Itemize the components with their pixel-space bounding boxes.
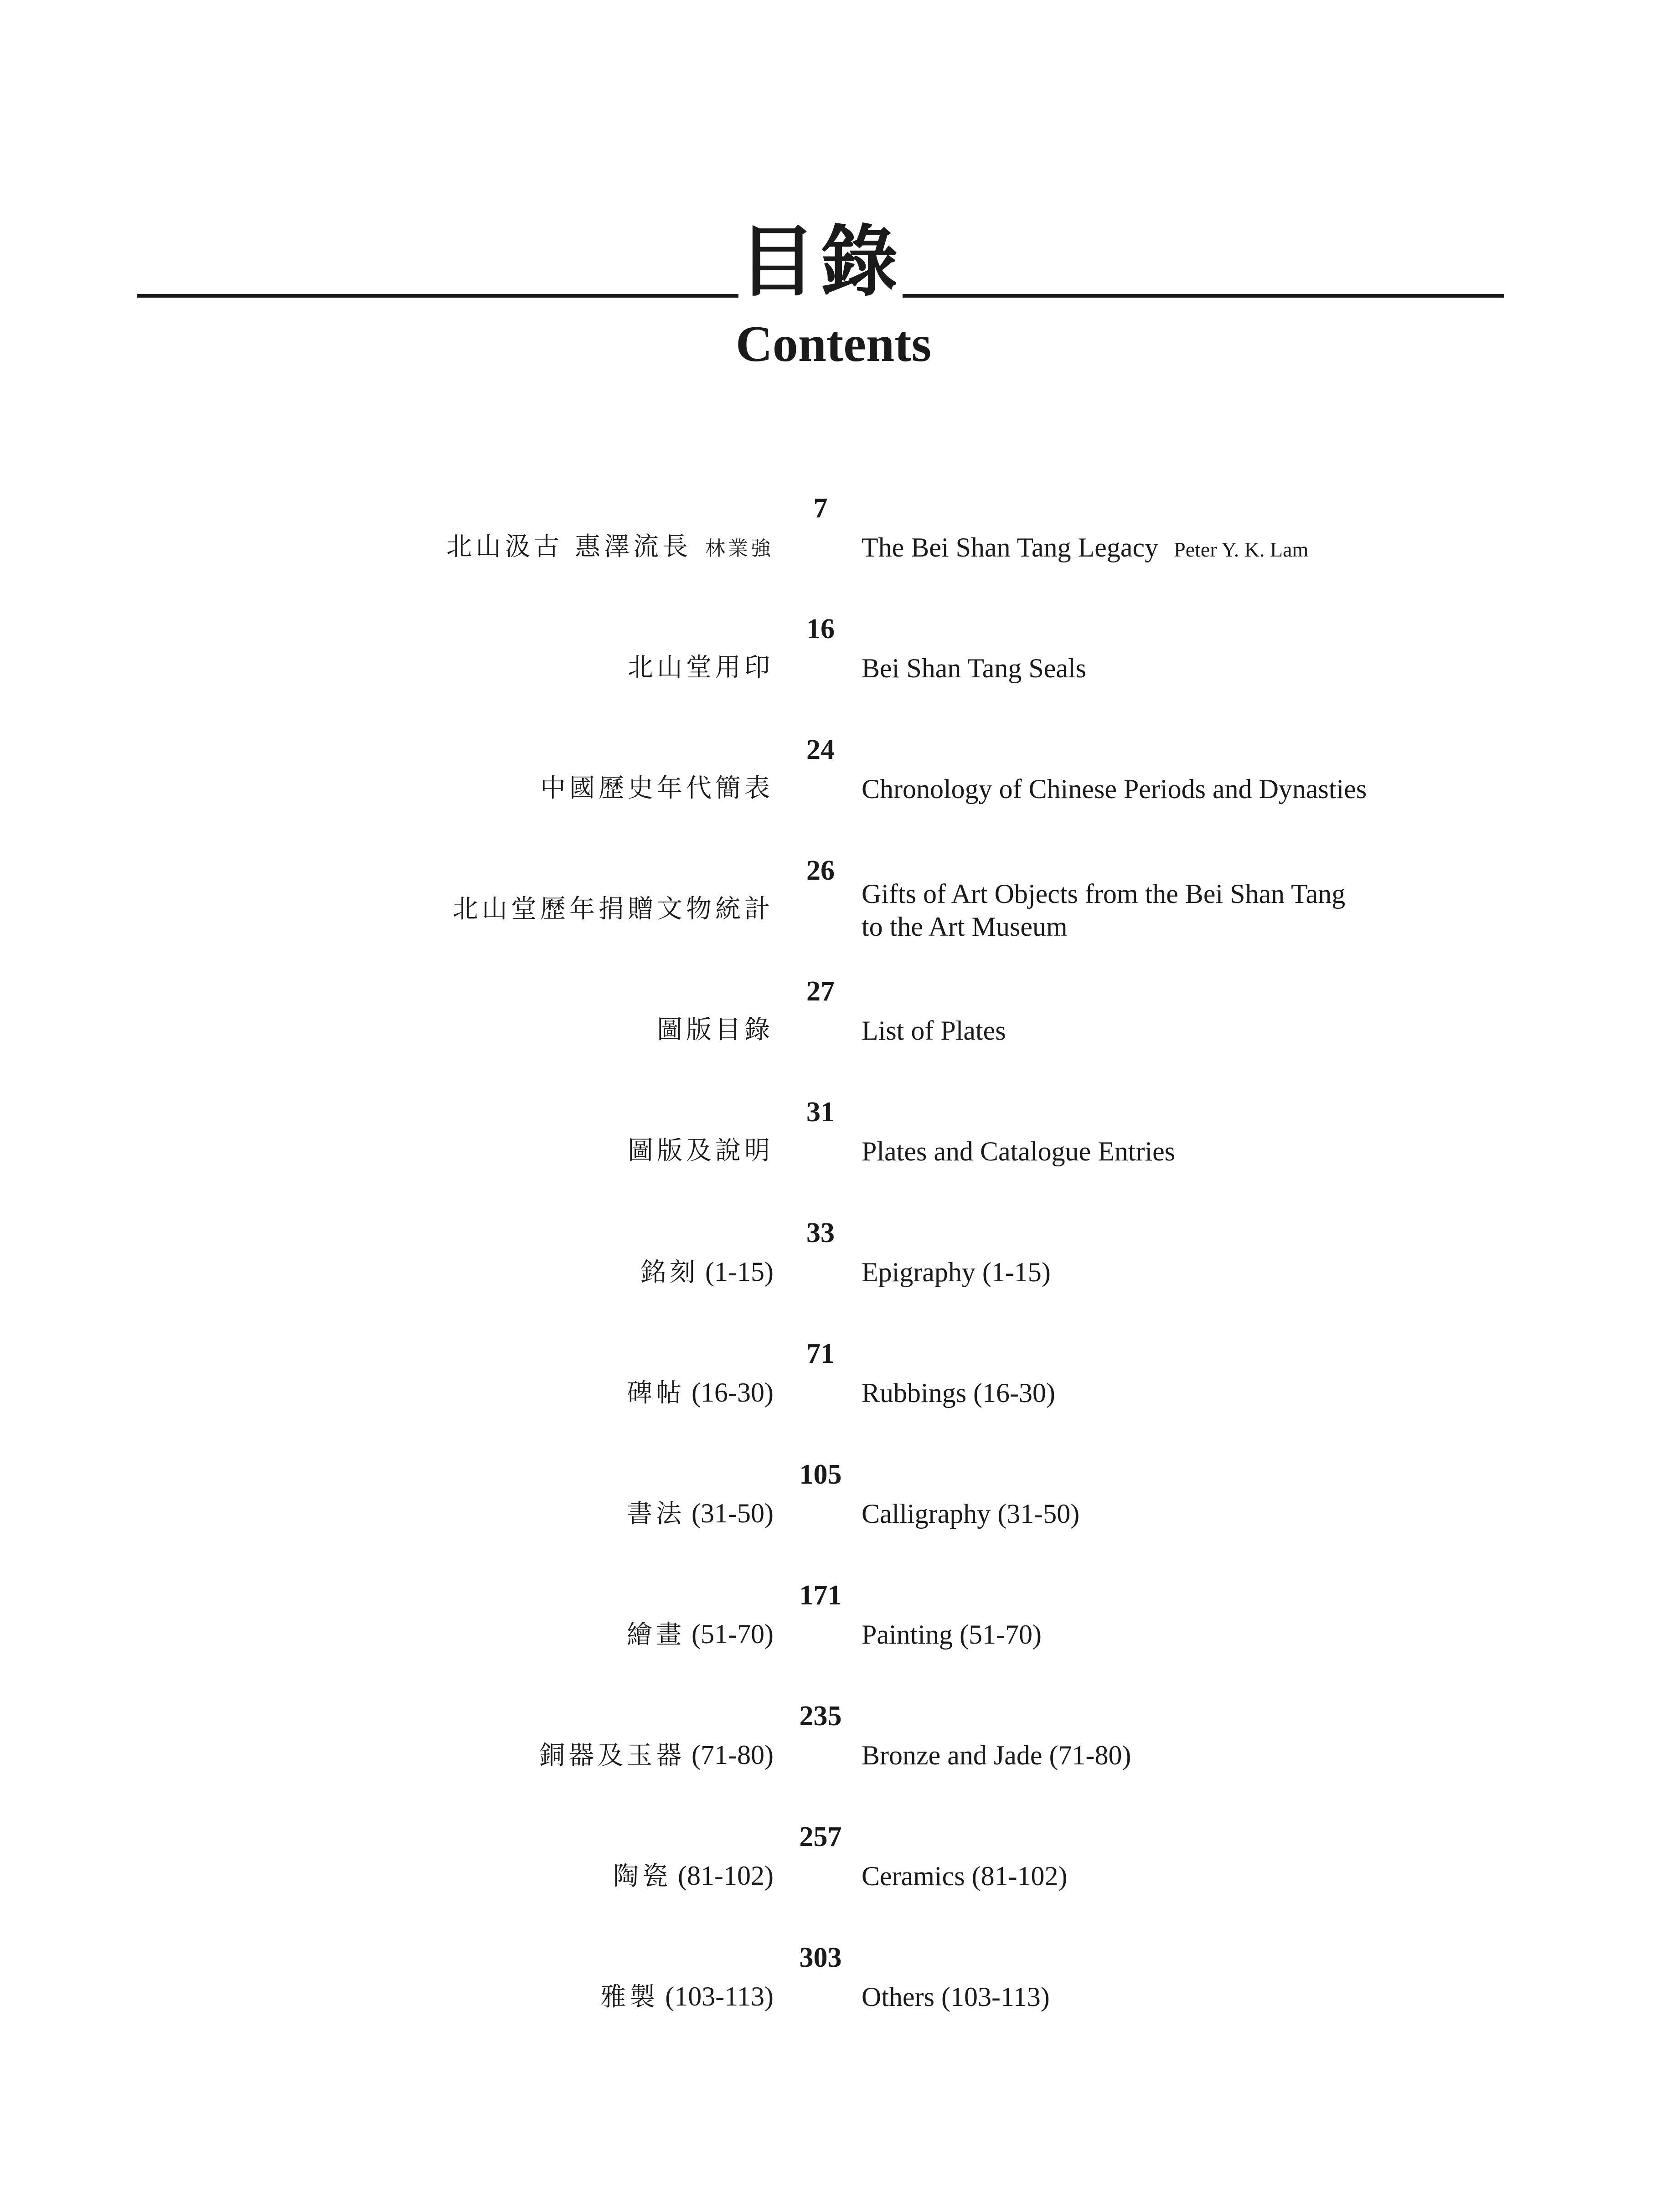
english-heading: [862, 877, 1345, 943]
toc-entry-gifts[interactable]: [0, 855, 1667, 975]
table-of-contents: [0, 492, 1667, 2062]
chinese-heading: [627, 1618, 774, 1651]
page-number: 235: [799, 1701, 842, 1732]
page-number: 33: [806, 1217, 835, 1248]
chinese-title: 雅製: [600, 1982, 659, 2012]
chinese-heading: [539, 1739, 774, 1772]
plate-range: (51-70): [692, 1619, 774, 1649]
english-heading: Plates and Catalogue Entries: [862, 1136, 1176, 1166]
chinese-heading: [627, 1497, 774, 1530]
english-heading: Bronze and Jade (71-80): [862, 1740, 1131, 1770]
page-number: 71: [806, 1338, 835, 1369]
toc-entry-bronze-jade[interactable]: [0, 1700, 1667, 1821]
english-heading: Calligraphy (31-50): [862, 1499, 1080, 1529]
chinese-title: 銅器及玉器: [539, 1741, 686, 1770]
page-number: 257: [799, 1821, 842, 1852]
page-number: 7: [813, 493, 828, 524]
title-rule-left: [137, 294, 738, 298]
chinese-heading: [627, 1377, 774, 1409]
page-number: 303: [799, 1942, 842, 1973]
toc-entry-rubbings[interactable]: [0, 1338, 1667, 1459]
toc-entry-calligraphy[interactable]: [0, 1459, 1667, 1579]
english-heading: List of Plates: [862, 1016, 1006, 1046]
plate-range: (1-15): [705, 1257, 774, 1287]
english-heading: [862, 531, 1308, 566]
page-number: 105: [799, 1459, 842, 1490]
toc-entry-chronology[interactable]: [0, 734, 1667, 855]
page-number: 171: [799, 1580, 842, 1611]
toc-entry-ceramics[interactable]: [0, 1821, 1667, 1942]
chinese-heading: [613, 1860, 774, 1892]
english-heading: Epigraphy (1-15): [862, 1257, 1051, 1287]
english-heading: Chronology of Chinese Periods and Dynasties: [862, 774, 1367, 804]
toc-entry-seals[interactable]: [0, 613, 1667, 734]
english-heading-line-2: to the Art Museum: [862, 912, 1068, 942]
english-heading-line-1: Gifts of Art Objects from the Bei Shan Tang: [862, 879, 1346, 909]
chinese-heading: 圖版及說明: [628, 1136, 774, 1165]
chinese-heading: 圖版目錄: [657, 1015, 774, 1045]
page-number: 24: [806, 734, 835, 765]
page-number: 31: [806, 1097, 835, 1128]
toc-entry-painting[interactable]: [0, 1579, 1667, 1700]
toc-entry-others[interactable]: [0, 1942, 1667, 2062]
english-heading: Bei Shan Tang Seals: [862, 653, 1086, 683]
chinese-heading: 北山堂歷年捐贈文物統計: [453, 894, 774, 924]
toc-entry-list-of-plates[interactable]: [0, 975, 1667, 1096]
page-number: 16: [806, 614, 835, 645]
plate-range: (31-50): [692, 1498, 774, 1528]
chinese-heading: [600, 1980, 774, 2013]
chinese-title: 北山汲古 惠澤流長: [446, 532, 692, 562]
chinese-title: 陶瓷: [613, 1861, 672, 1891]
toc-entry-legacy[interactable]: [0, 492, 1667, 613]
english-heading: Others (103-113): [862, 1982, 1050, 2012]
chinese-heading: 北山堂用印: [628, 653, 774, 682]
english-heading: Rubbings (16-30): [862, 1378, 1055, 1408]
page-title-chinese: 目錄: [738, 217, 903, 307]
page-number: 27: [806, 976, 835, 1007]
english-heading: Painting (51-70): [862, 1619, 1042, 1650]
plate-range: (81-102): [678, 1861, 774, 1891]
english-heading: Ceramics (81-102): [862, 1861, 1068, 1891]
english-title: The Bei Shan Tang Legacy: [862, 532, 1159, 562]
plate-range: (71-80): [692, 1740, 774, 1770]
page-number: 26: [806, 855, 835, 886]
page-title-english: Contents: [735, 316, 932, 372]
plate-range: (16-30): [692, 1377, 774, 1408]
title-rule-right: [903, 294, 1504, 298]
toc-entry-plates[interactable]: [0, 1096, 1667, 1217]
chinese-title: 繪畫: [627, 1620, 686, 1650]
chinese-author: 林業強: [705, 537, 774, 560]
chinese-title: 碑帖: [627, 1378, 686, 1408]
english-author: Peter Y. K. Lam: [1174, 538, 1309, 561]
chinese-heading: [640, 1256, 774, 1289]
plate-range: (103-113): [665, 1981, 774, 2011]
chinese-heading: [446, 531, 774, 565]
chinese-title: 銘刻: [640, 1258, 699, 1287]
chinese-heading: 中國歷史年代簡表: [540, 773, 774, 803]
toc-entry-epigraphy[interactable]: [0, 1217, 1667, 1338]
chinese-title: 書法: [627, 1499, 686, 1529]
